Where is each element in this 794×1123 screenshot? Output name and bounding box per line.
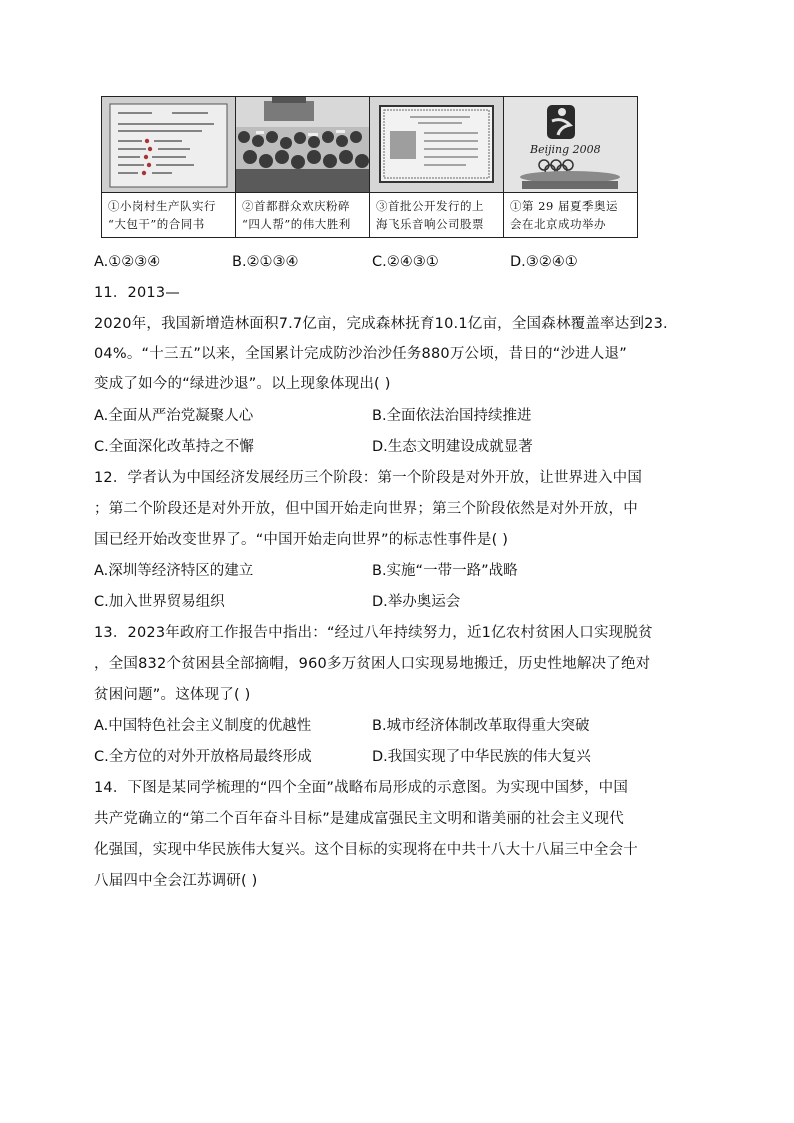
- stock-certificate-photo: [370, 97, 503, 193]
- contract-document-photo: [102, 97, 235, 193]
- beijing-2008-logo-text: Beijing 2008: [530, 143, 601, 156]
- q11-option-b[interactable]: B.全面依法治国持续推进: [372, 408, 532, 424]
- q11-stem-line: 2020年，我国新增造林面积7.7亿亩，完成森林抚育10.1亿亩，全国森林覆盖率达到23.: [94, 316, 668, 332]
- q13-stem-line: 贫困问题”。这体现了( ): [94, 687, 251, 703]
- caption-olympics: ①第 29 届夏季奥运 会在北京成功举办: [510, 199, 618, 231]
- crowd-celebration-photo: [236, 97, 369, 193]
- q10-option-d[interactable]: D.③②④①: [510, 254, 578, 270]
- q14-stem-line: 14．下图是某同学梳理的“四个全面”战略布局形成的示意图。为实现中国梦，中国: [94, 780, 629, 796]
- q11-stem-line: 04%。“十三五”以来，全国累计完成防沙治沙任务880万公顷，昔日的“沙进人退”: [94, 346, 627, 362]
- q13-option-a[interactable]: A.中国特色社会主义制度的优越性: [94, 718, 312, 734]
- q13-option-d[interactable]: D.我国实现了中华民族的伟大复兴: [372, 749, 591, 765]
- q14-stem-line: 化强国，实现中华民族伟大复兴。这个目标的实现将在中共十八大十八届三中全会十: [94, 842, 638, 858]
- olympic-emblem-photo: [504, 97, 637, 193]
- q10-image-table: [101, 96, 638, 238]
- q12-option-d[interactable]: D.举办奥运会: [372, 594, 461, 610]
- caption-contract: ①小岗村生产队实行 “大包干”的合同书: [108, 199, 216, 231]
- q13-stem-line: 13．2023年政府工作报告中指出：“经过八年持续努力，近1亿农村贫困人口实现脱贫: [94, 625, 653, 641]
- q10-option-c[interactable]: C.②④③①: [372, 254, 439, 270]
- image-cell-stock: [370, 97, 504, 237]
- q10-option-b[interactable]: B.②①③④: [232, 254, 299, 270]
- q12-option-a[interactable]: A.深圳等经济特区的建立: [94, 563, 254, 579]
- q11-stem-line: 变成了如今的“绿进沙退”。以上现象体现出( ): [94, 376, 391, 392]
- q11-option-d[interactable]: D.生态文明建设成就显著: [372, 439, 533, 455]
- image-cell-celebration: [236, 97, 370, 237]
- caption-stock: ③首批公开发行的上 海飞乐音响公司股票: [376, 199, 484, 231]
- q11-option-c[interactable]: C.全面深化改革持之不懈: [94, 439, 254, 455]
- q12-option-b[interactable]: B.实施“一带一路”战略: [372, 563, 518, 579]
- q12-stem-line: 国已经开始改变世界了。“中国开始走向世界”的标志性事件是( ): [94, 532, 509, 548]
- q10-option-a[interactable]: A.①②③④: [94, 254, 161, 270]
- q14-stem-line: 八届四中全会江苏调研( ): [94, 873, 258, 889]
- q13-option-c[interactable]: C.全方位的对外开放格局最终形成: [94, 749, 312, 765]
- image-cell-olympics: [504, 97, 637, 237]
- q14-stem-line: 共产党确立的“第二个百年奋斗目标”是建成富强民主文明和谐美丽的社会主义现代: [94, 811, 624, 827]
- image-cell-contract: [102, 97, 236, 237]
- q11-option-a[interactable]: A.全面从严治党凝聚人心: [94, 408, 254, 424]
- q13-stem-line: ，全国832个贫困县全部摘帽，960多万贫困人口实现易地搬迁，历史性地解决了绝对: [94, 656, 651, 672]
- caption-celebration: ②首都群众欢庆粉碎 “四人帮”的伟大胜利: [242, 199, 351, 231]
- q11-stem-line: 11．2013—: [94, 285, 180, 301]
- q12-stem-line: ；第二个阶段还是对外开放，但中国开始走向世界；第三个阶段依然是对外开放，中: [94, 501, 638, 517]
- q13-option-b[interactable]: B.城市经济体制改革取得重大突破: [372, 718, 590, 734]
- q12-stem-line: 12．学者认为中国经济发展经历三个阶段：第一个阶段是对外开放，让世界进入中国: [94, 470, 643, 486]
- q12-option-c[interactable]: C.加入世界贸易组织: [94, 594, 225, 610]
